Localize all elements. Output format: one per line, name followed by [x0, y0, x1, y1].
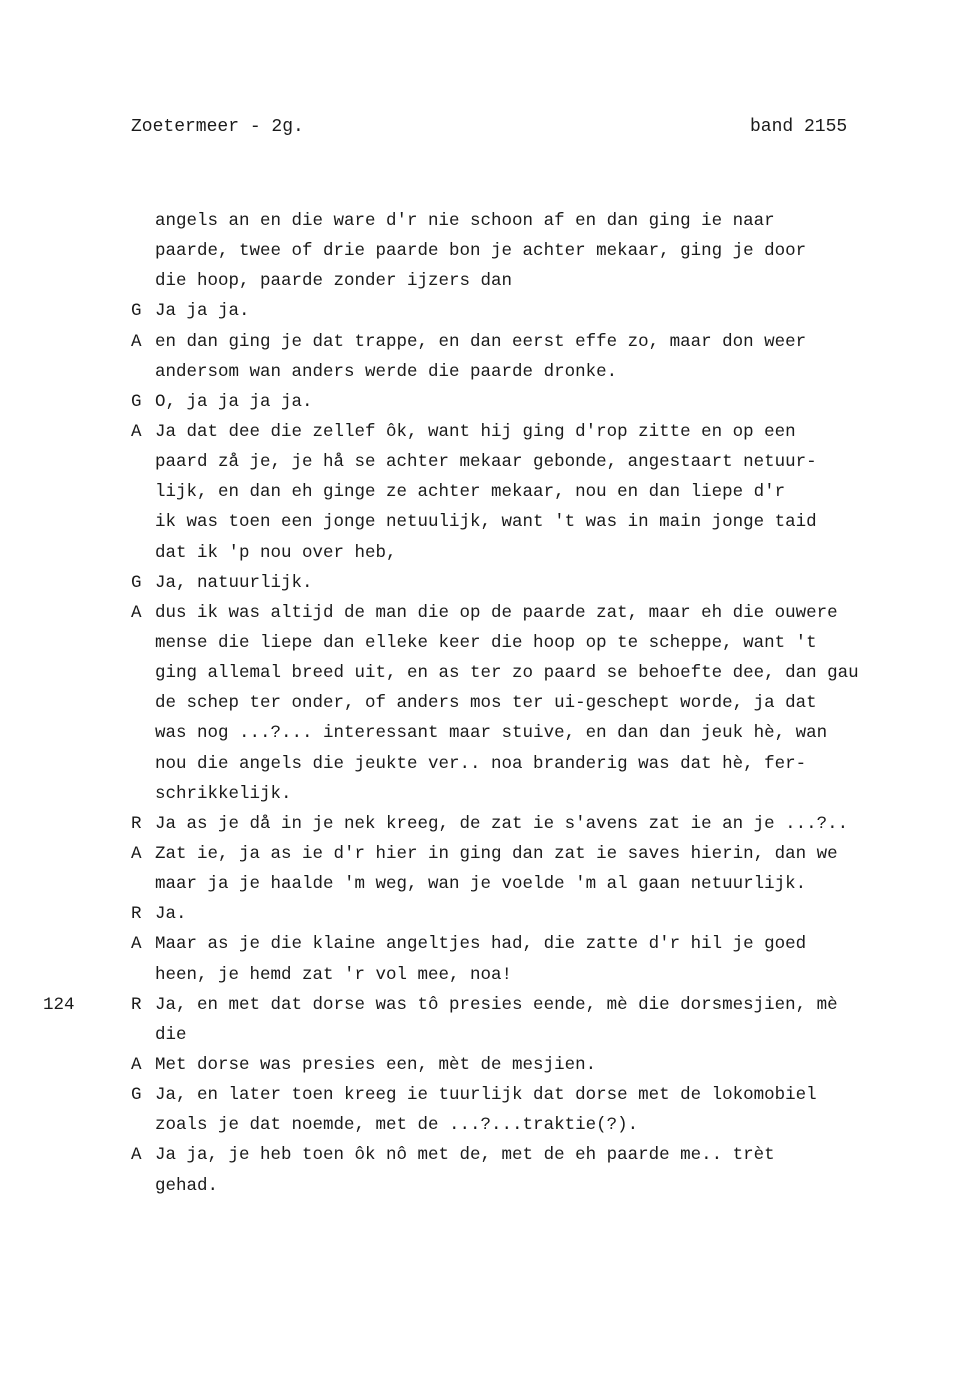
- line-text: de schep ter onder, of anders mos ter ui-geschept worde, ja dat: [155, 693, 817, 714]
- line-text: mense die liepe dan elleke keer die hoop op te scheppe, want 't: [155, 632, 817, 653]
- transcript-line: [131, 357, 979, 387]
- line-text: die: [155, 1024, 187, 1045]
- speaker-label: A: [131, 602, 142, 623]
- line-text: gehad.: [155, 1175, 219, 1196]
- transcript-line: [131, 899, 979, 929]
- line-text: Ja.: [155, 904, 187, 925]
- transcript-line: [131, 658, 979, 688]
- line-text: dus ik was altijd de man die op de paarde zat, maar eh die ouwere: [155, 602, 838, 623]
- speaker-label: G: [131, 391, 142, 412]
- transcript-line: [131, 779, 979, 809]
- transcript-line: [131, 1080, 979, 1110]
- speaker-label: A: [131, 331, 142, 352]
- speaker-label: A: [131, 421, 142, 442]
- speaker-label: G: [131, 572, 142, 593]
- line-text: Ja ja ja.: [155, 301, 250, 322]
- line-text: Ja, en later toen kreeg ie tuurlijk dat dorse met de lokomobiel: [155, 1085, 817, 1106]
- line-text: Zat ie, ja as ie d'r hier in ging dan zat ie saves hierin, dan we: [155, 843, 838, 864]
- transcript-line: [131, 387, 979, 417]
- line-text: ging allemal breed uit, en as ter zo paard se behoefte dee, dan gau: [155, 663, 859, 684]
- tape-number-header: band 2155: [750, 117, 848, 137]
- speaker-label: A: [131, 1054, 142, 1075]
- line-text: die hoop, paarde zonder ijzers dan: [155, 271, 513, 292]
- line-text: ik was toen een jonge netuulijk, want 't was in main jonge taid: [155, 512, 817, 533]
- line-text: schrikkelijk.: [155, 783, 292, 804]
- line-text: Ja dat dee die zellef ôk, want hij ging d'rop zitte en op een: [155, 421, 796, 442]
- line-text: was nog ...?... interessant maar stuive, en dan dan jeuk hè, wan: [155, 723, 828, 744]
- transcript-line: [131, 839, 979, 869]
- line-text: Met dorse was presies een, mèt de mesjien.: [155, 1054, 597, 1075]
- transcript-line: [131, 1171, 979, 1201]
- line-text: Ja ja, je heb toen ôk nô met de, met de eh paarde me.. trèt: [155, 1145, 775, 1166]
- transcript-line: [131, 598, 979, 628]
- line-text: angels an en die ware d'r nie schoon af en dan ging ie naar: [155, 211, 775, 231]
- transcript-body: [43, 206, 979, 1201]
- transcript-line: [131, 206, 979, 236]
- speaker-label: A: [131, 843, 142, 864]
- transcript-line: [131, 236, 979, 266]
- speaker-label: A: [131, 934, 142, 955]
- transcript-line: [43, 990, 979, 1020]
- transcript-line: [131, 507, 979, 537]
- transcript-line: [131, 477, 979, 507]
- line-text: Ja as je då in je nek kreeg, de zat ie s'avens zat ie an je ...?..: [155, 813, 849, 834]
- line-text: en dan ging je dat trappe, en dan eerst effe zo, maar don weer: [155, 331, 807, 352]
- location-header: Zoetermeer - 2g.: [131, 117, 304, 137]
- transcript-line: [131, 869, 979, 899]
- line-text: Maar as je die klaine angeltjes had, die zatte d'r hil je goed: [155, 934, 807, 955]
- transcript-line: [131, 417, 979, 447]
- transcript-line: [131, 628, 979, 658]
- transcript-line: [131, 749, 979, 779]
- transcript-line: [131, 568, 979, 598]
- line-text: maar ja je haalde 'm weg, wan je voelde 'm al gaan netuurlijk.: [155, 874, 807, 895]
- line-text: Ja, natuurlijk.: [155, 572, 313, 593]
- transcript-line: [131, 447, 979, 477]
- transcript-line: [131, 1140, 979, 1170]
- speaker-label: R: [131, 994, 142, 1015]
- line-text: zoals je dat noemde, met de ...?...traktie(?).: [155, 1115, 639, 1136]
- transcript-line: [131, 296, 979, 326]
- transcript-line: [131, 809, 979, 839]
- line-text: lijk, en dan eh ginge ze achter mekaar, nou en dan liepe d'r: [155, 482, 786, 503]
- transcript-line: [131, 266, 979, 296]
- line-text: heen, je hemd zat 'r vol mee, noa!: [155, 964, 513, 985]
- margin-page-number: 124: [43, 994, 75, 1015]
- transcript-line: [131, 929, 979, 959]
- transcript-line: [131, 1020, 979, 1050]
- transcript-line: [131, 960, 979, 990]
- transcript-line: [131, 327, 979, 357]
- transcript-line: [131, 1110, 979, 1140]
- line-text: paard zå je, je hå se achter mekaar gebonde, angestaart netuur-: [155, 452, 817, 473]
- line-text: dat ik 'p nou over heb,: [155, 542, 397, 563]
- line-text: O, ja ja ja ja.: [155, 391, 313, 412]
- speaker-label: G: [131, 1085, 142, 1106]
- speaker-label: R: [131, 904, 142, 925]
- line-text: andersom wan anders werde die paarde dronke.: [155, 361, 618, 382]
- speaker-label: R: [131, 813, 142, 834]
- transcript-line: [131, 688, 979, 718]
- line-text: Ja, en met dat dorse was tô presies eende, mè die dorsmesjien, mè: [155, 994, 838, 1015]
- transcript-line: [131, 1050, 979, 1080]
- line-text: nou die angels die jeukte ver.. noa branderig was dat hè, fer-: [155, 753, 807, 774]
- transcript-line: [131, 538, 979, 568]
- transcript-line: [131, 718, 979, 748]
- speaker-label: A: [131, 1145, 142, 1166]
- speaker-label: G: [131, 301, 142, 322]
- line-text: paarde, twee of drie paarde bon je achter mekaar, ging je door: [155, 241, 807, 262]
